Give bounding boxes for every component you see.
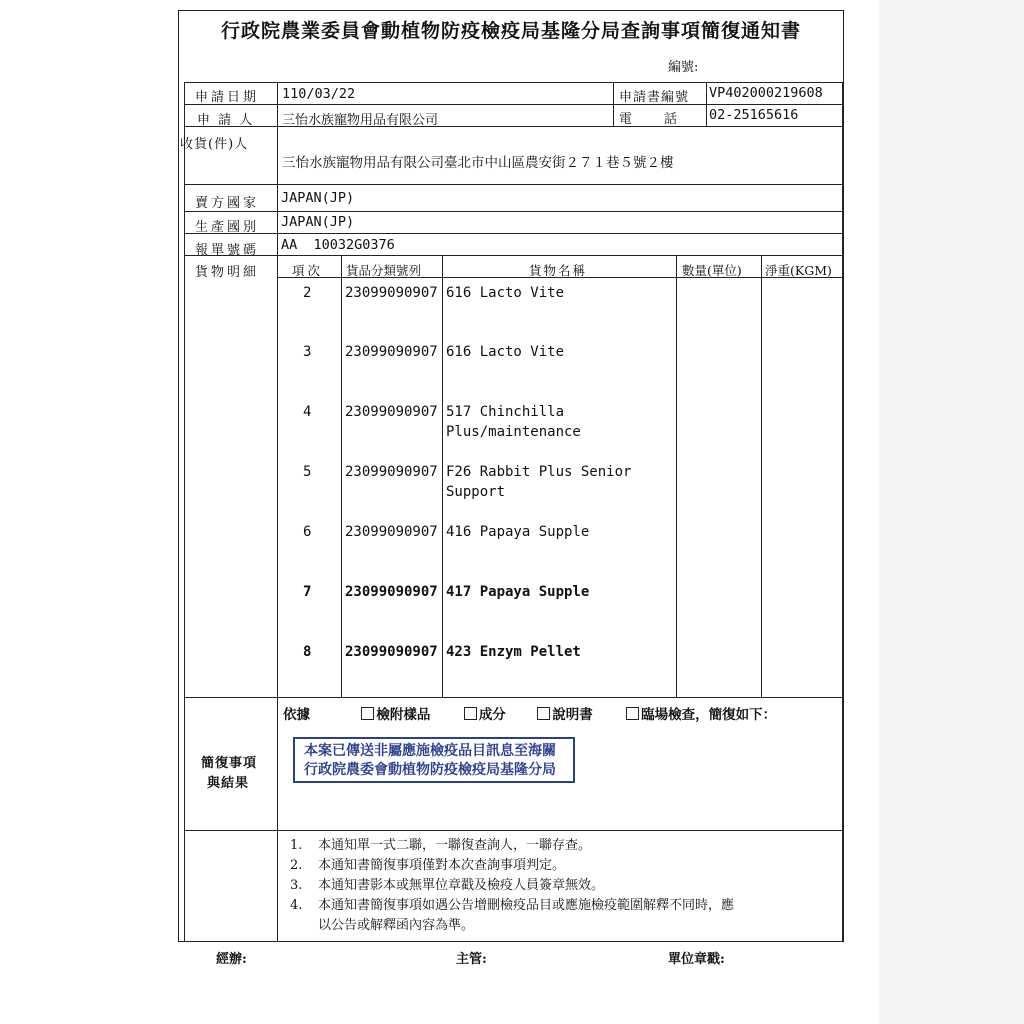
reply-label-line1: 簡復事項	[201, 756, 258, 771]
row-name: F26 Rabbit Plus Senior Support	[446, 464, 632, 500]
rule	[184, 697, 842, 698]
reply-label-line2: 與結果	[207, 776, 250, 791]
ingredients-label: 成分	[478, 707, 506, 723]
rule	[613, 82, 614, 126]
row-item: 8	[303, 644, 312, 660]
applicant-value: 三怡水族寵物用品有限公司	[282, 113, 439, 128]
rule	[842, 82, 843, 942]
list-item: 2. 本通知書簡復事項僅對本次查詢事項判定。	[290, 858, 566, 873]
list-item: 4. 本通知書簡復事項如遇公告增刪檢疫品目或應施檢疫範圍解釋不同時，應	[290, 898, 735, 913]
list-item: 以公告或解釋函內容為準。	[318, 918, 475, 933]
row-item: 2	[303, 285, 312, 301]
rule	[184, 255, 842, 256]
handler-label: 經辦:	[216, 952, 247, 967]
row-name: 517 Chinchilla Plus/maintenance	[446, 404, 581, 440]
declaration-no-value: AA 10032G0376	[281, 237, 395, 253]
rule	[761, 255, 762, 697]
rule	[676, 255, 677, 697]
row-code: 23099090907	[345, 644, 438, 660]
rule	[341, 255, 342, 697]
rule	[184, 82, 185, 942]
rule	[184, 104, 842, 105]
applicant-label: 申 請 人	[197, 113, 255, 128]
ingredients-checkbox[interactable]	[464, 707, 477, 720]
basis-row	[283, 703, 776, 723]
header-quantity: 數量(單位)	[682, 263, 742, 278]
row-name: 417 Papaya Supple	[446, 584, 590, 600]
rule	[706, 82, 707, 126]
row-name: 416 Papaya Supple	[446, 524, 590, 540]
phone-value: 02-25165616	[709, 107, 799, 123]
document-title: 行政院農業委員會動植物防疫檢疫局基隆分局查詢事項簡復通知書	[220, 20, 801, 42]
official-stamp	[293, 737, 575, 783]
row-code: 23099090907	[345, 404, 438, 420]
manual-checkbox[interactable]	[537, 707, 550, 720]
manual-label: 說明書	[552, 707, 593, 723]
row-name: 423 Enzym Pellet	[446, 644, 581, 660]
application-no-value: VP402000219608	[709, 85, 823, 101]
basis-label: 依據	[283, 707, 310, 723]
origin-country-label: 生產國別	[195, 220, 260, 235]
rule	[184, 830, 842, 831]
list-item: 3. 本通知書影本或無單位章戳及檢疫人員簽章無效。	[290, 878, 605, 893]
sample-label: 檢附樣品	[376, 707, 431, 723]
consignee-value: 三怡水族寵物用品有限公司臺北市中山區農安街２７１巷５號２樓	[282, 155, 674, 171]
row-item: 6	[303, 524, 312, 540]
goods-detail-label: 貨物明細	[195, 265, 260, 280]
sample-checkbox[interactable]	[361, 707, 374, 720]
row-item: 5	[303, 464, 312, 480]
rule	[184, 233, 842, 234]
row-code: 23099090907	[345, 524, 438, 540]
inspection-checkbox[interactable]	[626, 707, 639, 720]
row-code: 23099090907	[345, 464, 438, 480]
apply-date-label: 申請日期	[195, 90, 260, 105]
header-item: 項次	[292, 263, 324, 278]
unit-stamp-label: 單位章戳:	[668, 952, 725, 967]
rule	[442, 255, 443, 697]
stamp-line-2: 行政院農委會動植物防疫檢疫局基隆分局	[304, 762, 556, 778]
scan-margin	[879, 0, 1024, 1024]
rule	[184, 211, 842, 212]
notes-list	[290, 836, 734, 936]
supervisor-label: 主管:	[456, 952, 487, 967]
rule	[184, 82, 842, 83]
application-no-label: 申請書編號	[619, 90, 690, 105]
rule	[277, 82, 278, 942]
row-name: 616 Lacto Vite	[446, 285, 565, 301]
header-weight: 淨重(KGM)	[765, 263, 832, 278]
stamp-line-1: 本案已傳送非屬應施檢疫品目訊息至海關	[304, 743, 556, 759]
declaration-no-label: 報單號碼	[195, 243, 260, 258]
rule	[184, 184, 842, 185]
origin-country-value: JAPAN(JP)	[281, 214, 355, 230]
row-item: 3	[303, 344, 312, 360]
row-code: 23099090907	[345, 285, 438, 301]
consignee-label: 收貨(件)人	[180, 137, 249, 152]
seller-country-value: JAPAN(JP)	[281, 190, 355, 206]
inspection-label: 臨場檢查，簡復如下：	[641, 707, 777, 723]
row-item: 7	[303, 584, 312, 600]
row-item: 4	[303, 404, 312, 420]
seller-country-label: 賣方國家	[195, 196, 260, 211]
serial-label: 編號:	[668, 60, 699, 75]
row-code: 23099090907	[345, 344, 438, 360]
header-code: 貨品分類號列	[346, 263, 422, 278]
row-code: 23099090907	[345, 584, 438, 600]
apply-date-value: 110/03/22	[282, 86, 356, 102]
header-name: 貨物名稱	[529, 263, 588, 278]
row-name: 616 Lacto Vite	[446, 344, 565, 360]
list-item: 1. 本通知單一式二聯，一聯復查詢人，一聯存查。	[290, 838, 592, 853]
phone-label: 電 話	[619, 112, 680, 127]
